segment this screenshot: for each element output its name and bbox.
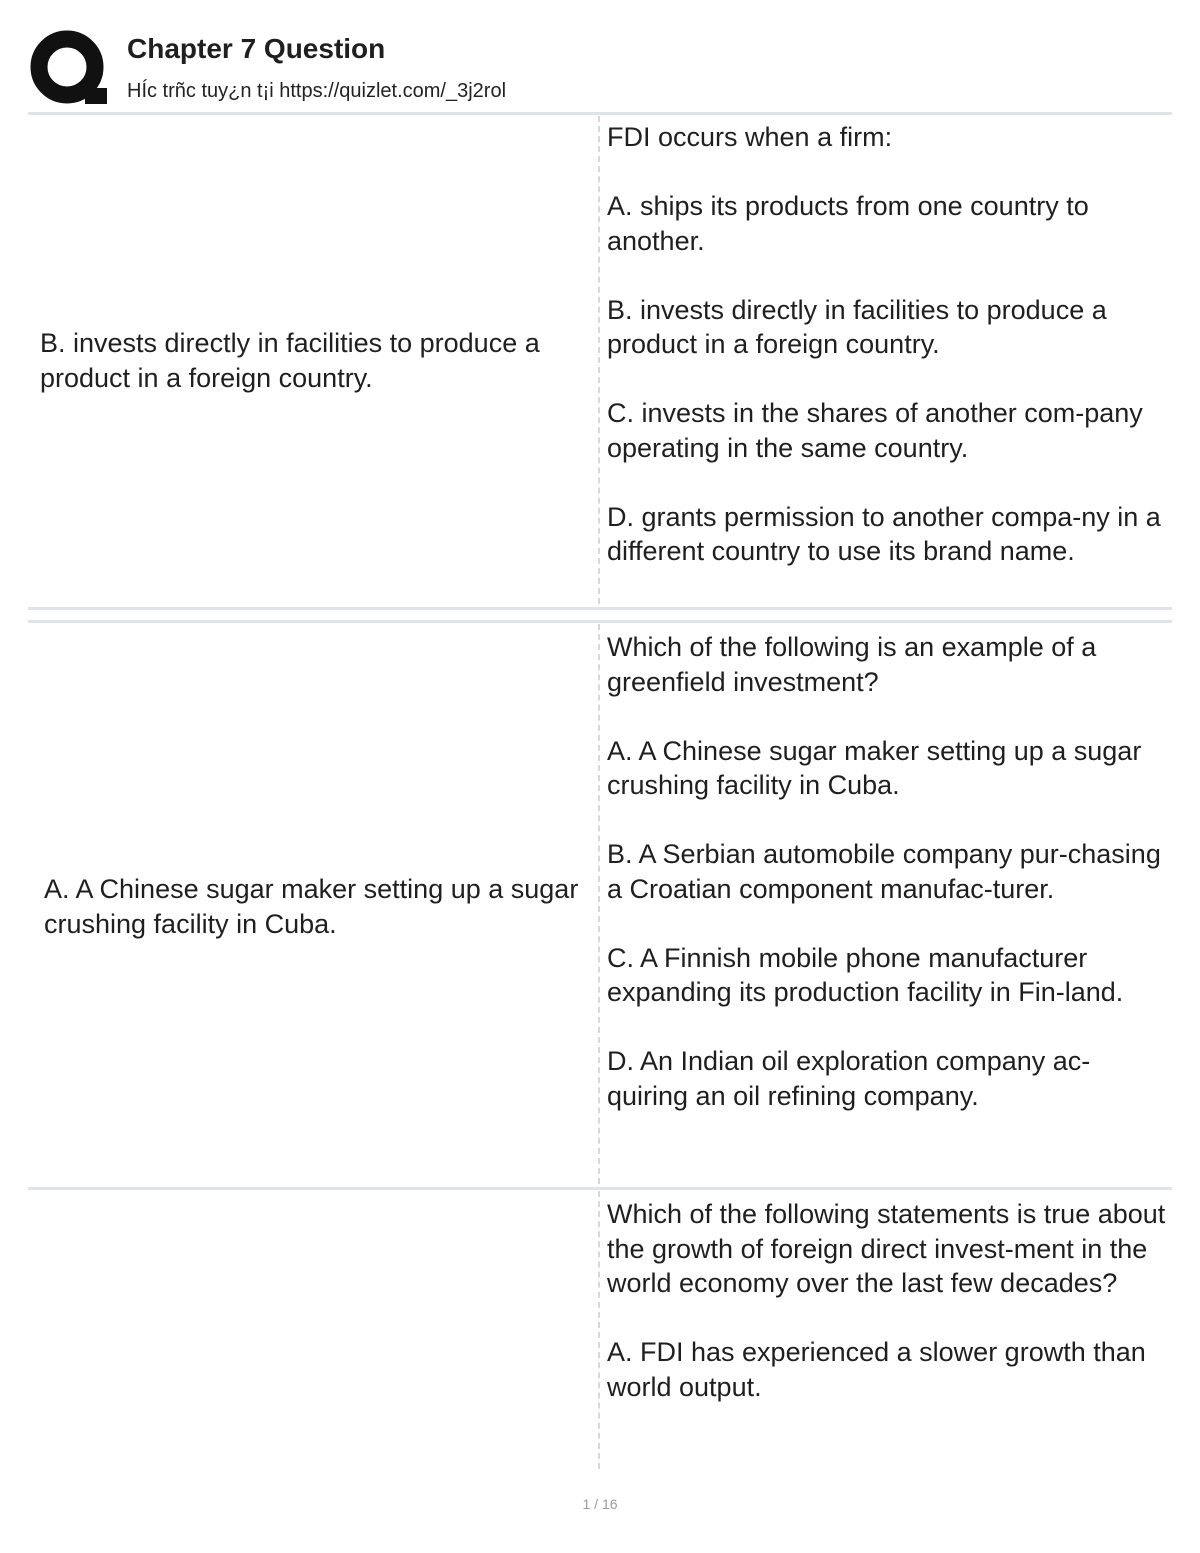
page-indicator: 1 / 16	[582, 1496, 618, 1512]
question-block	[607, 630, 1167, 1113]
divider	[28, 607, 1172, 610]
question-text: FDI occurs when a firm:	[607, 122, 893, 152]
option-b: B. A Serbian automobile company pur-chasing a Croatian component manufac-turer.	[607, 839, 1161, 904]
option-c: C. A Finnish mobile phone manufacturer expanding its production facility in Fin-land.	[607, 942, 1124, 1007]
question-block	[607, 120, 1167, 569]
column-divider	[598, 1191, 600, 1469]
flashcard	[28, 116, 1172, 606]
question-text: Which of the following statements is true about the growth of foreign direct invest-ment in the world economy over the last few decades?	[607, 1199, 1166, 1298]
option-a: A. FDI has experienced a slower growth than world output.	[607, 1337, 1146, 1402]
quizlet-logo-icon	[30, 30, 108, 108]
option-a: A. A Chinese sugar maker setting up a sugar crushing facility in Cuba.	[607, 735, 1142, 800]
answer-text: B. invests directly in facilities to produce a product in a foreign country.	[40, 328, 540, 393]
divider	[28, 620, 1172, 623]
page-header	[0, 0, 1200, 112]
page-title: Chapter 7 Question	[127, 33, 386, 64]
question-block	[607, 1197, 1167, 1404]
option-d: D. grants permission to another compa-ny in a different country to use its brand name.	[607, 501, 1161, 566]
column-divider	[598, 116, 600, 604]
question-text: Which of the following is an example of a greenfield investment?	[607, 632, 1097, 697]
flashcard	[28, 1191, 1172, 1471]
column-divider	[598, 624, 600, 1184]
flashcard	[28, 624, 1172, 1186]
option-a: A. ships its products from one country to another.	[607, 191, 1089, 256]
divider-top	[28, 112, 1172, 115]
answer-text: A. A Chinese sugar maker setting up a sugar crushing facility in Cuba.	[44, 874, 579, 939]
option-c: C. invests in the shares of another com-pany operating in the same country.	[607, 398, 1143, 463]
page-subtitle: HÍc trñc tuy¿n t¡i https://quizlet.com/_3j2rol	[127, 80, 507, 102]
divider	[28, 1187, 1172, 1190]
option-d: D. An Indian oil exploration company ac-quiring an oil refining company.	[607, 1046, 1091, 1111]
option-b: B. invests directly in facilities to produce a product in a foreign country.	[607, 294, 1107, 359]
